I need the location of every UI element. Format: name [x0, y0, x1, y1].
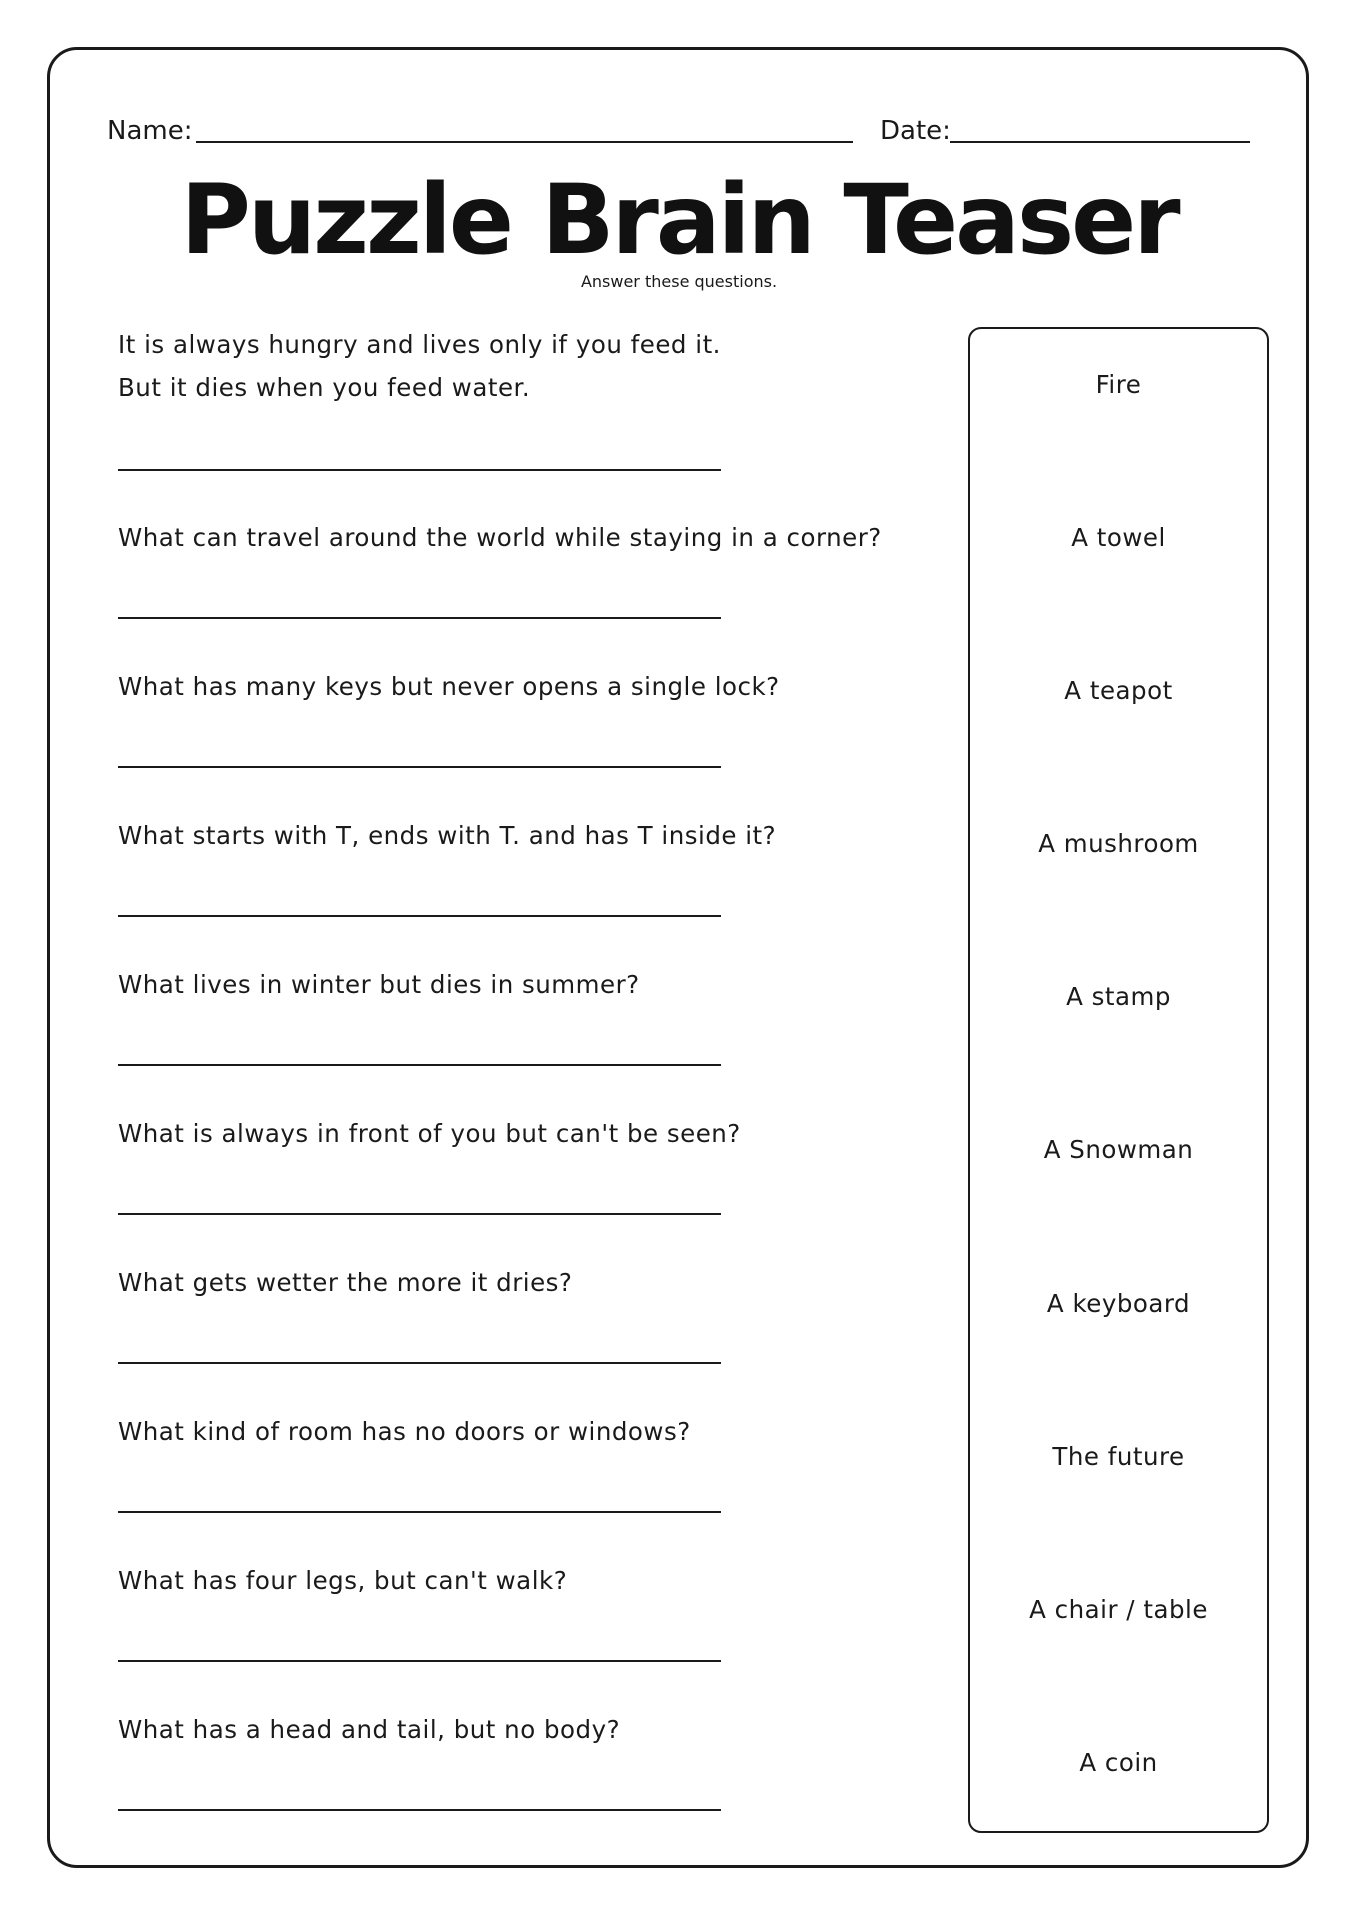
answer-option-5: A stamp — [1066, 982, 1171, 1011]
answer-option-2: A towel — [1071, 523, 1166, 552]
answer-line-3[interactable] — [118, 766, 721, 768]
question-10: What has a head and tail, but no body? — [118, 1715, 621, 1744]
answer-line-6[interactable] — [118, 1213, 721, 1215]
answer-option-7: A keyboard — [1046, 1289, 1191, 1318]
question-1-line-1: It is always hungry and lives only if you feed it. — [118, 330, 721, 359]
answer-line-9[interactable] — [118, 1660, 721, 1662]
question-3: What has many keys but never opens a single lock? — [118, 672, 780, 701]
question-5: What lives in winter but dies in summer? — [118, 970, 640, 999]
question-1-line-2: But it dies when you feed water. — [118, 373, 531, 402]
name-label: Name: — [107, 116, 193, 146]
answer-line-5[interactable] — [118, 1064, 721, 1066]
answer-line-2[interactable] — [118, 617, 721, 619]
answer-line-10[interactable] — [118, 1809, 721, 1811]
page-title: Puzzle Brain Teaser — [180, 164, 1178, 276]
date-label: Date: — [880, 116, 951, 146]
question-1 — [118, 323, 938, 409]
question-7: What gets wetter the more it dries? — [118, 1268, 573, 1297]
answer-line-8[interactable] — [118, 1511, 721, 1513]
question-6: What is always in front of you but can't be seen? — [118, 1119, 741, 1148]
date-field[interactable] — [950, 141, 1250, 143]
answer-option-8: The future — [1052, 1442, 1185, 1471]
answer-option-4: A mushroom — [1038, 829, 1199, 858]
question-8: What kind of room has no doors or windows? — [118, 1417, 691, 1446]
answer-option-1: Fire — [1095, 370, 1142, 399]
answer-option-10: A coin — [1079, 1748, 1158, 1777]
answer-line-4[interactable] — [118, 915, 721, 917]
question-2: What can travel around the world while staying in a corner? — [118, 523, 882, 552]
answer-line-1[interactable] — [118, 469, 721, 471]
answer-line-7[interactable] — [118, 1362, 721, 1364]
header-row — [0, 112, 1358, 152]
name-field[interactable] — [196, 141, 853, 143]
question-4: What starts with T, ends with T. and has T inside it? — [118, 821, 777, 850]
answer-option-3: A teapot — [1064, 676, 1173, 705]
answer-option-9: A chair / table — [1029, 1595, 1208, 1624]
page-subtitle: Answer these questions. — [580, 272, 778, 291]
question-9: What has four legs, but can't walk? — [118, 1566, 568, 1595]
answer-option-6: A Snowman — [1043, 1135, 1194, 1164]
